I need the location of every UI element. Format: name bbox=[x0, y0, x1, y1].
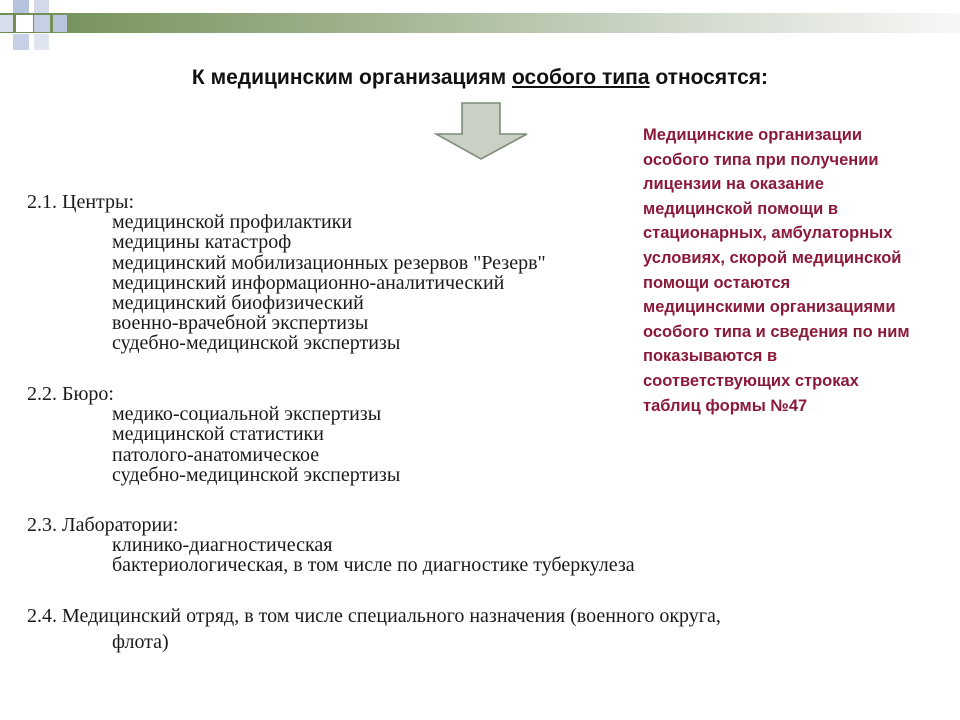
list-item: медицинской статистики bbox=[112, 423, 324, 446]
section-heading: 2.2. Бюро: bbox=[27, 383, 114, 405]
decor-square bbox=[13, 34, 29, 50]
down-arrow-icon bbox=[434, 102, 530, 160]
section-heading: 2.4. Медицинский отряд, в том числе специального назначения (военного округа, bbox=[27, 605, 721, 627]
section-items bbox=[27, 404, 400, 485]
list-item: медицинский информационно-аналитический bbox=[112, 271, 505, 294]
license-note: Медицинские организации особого типа при получении лицензии на оказание медицинской помощи в стационарных, амбулаторных условиях, скорой медицинской помощи остаются медицинскими организациями особого типа и сведения по ним показываются в соответствующих строках таблиц формы №47 bbox=[643, 126, 910, 415]
section-bureaus bbox=[27, 384, 400, 485]
decor-square bbox=[34, 34, 49, 50]
header-gradient-bar bbox=[0, 13, 960, 33]
list-item: медицины катастроф bbox=[112, 231, 292, 254]
decor-square bbox=[16, 15, 33, 32]
section-items bbox=[27, 535, 635, 575]
list-item: бактериологическая, в том числе по диагностике туберкулеза bbox=[112, 554, 635, 577]
list-item: судебно-медицинской экспертизы bbox=[112, 463, 401, 486]
decor-square bbox=[0, 15, 13, 32]
decor-square bbox=[34, 15, 50, 32]
decor-square bbox=[34, 0, 49, 13]
section-centers bbox=[27, 192, 546, 354]
section-laboratories bbox=[27, 515, 635, 576]
list-item: медицинский мобилизационных резервов "Резерв" bbox=[112, 251, 546, 274]
list-item: медицинской профилактики bbox=[112, 211, 353, 234]
list-item: судебно-медицинской экспертизы bbox=[112, 332, 401, 355]
title-suffix: относятся: bbox=[655, 66, 769, 89]
page-title bbox=[0, 66, 960, 90]
title-prefix: К медицинским организациям bbox=[191, 66, 507, 89]
title-underlined: особого типа bbox=[511, 66, 650, 89]
section-medical-unit bbox=[27, 603, 721, 655]
section-items bbox=[27, 212, 546, 353]
list-item: патолого-анатомическое bbox=[112, 443, 320, 466]
decor-square bbox=[53, 15, 67, 32]
section-heading-continuation: флота) bbox=[112, 631, 169, 653]
list-item: медицинский биофизический bbox=[112, 292, 364, 315]
list-item: медико-социальной экспертизы bbox=[112, 403, 382, 426]
section-heading: 2.3. Лаборатории: bbox=[27, 514, 179, 536]
list-item: военно-врачебной экспертизы bbox=[112, 312, 369, 335]
section-heading: 2.1. Центры: bbox=[27, 191, 135, 213]
list-item: клинико-диагностическая bbox=[112, 534, 333, 557]
decor-square bbox=[13, 0, 29, 13]
